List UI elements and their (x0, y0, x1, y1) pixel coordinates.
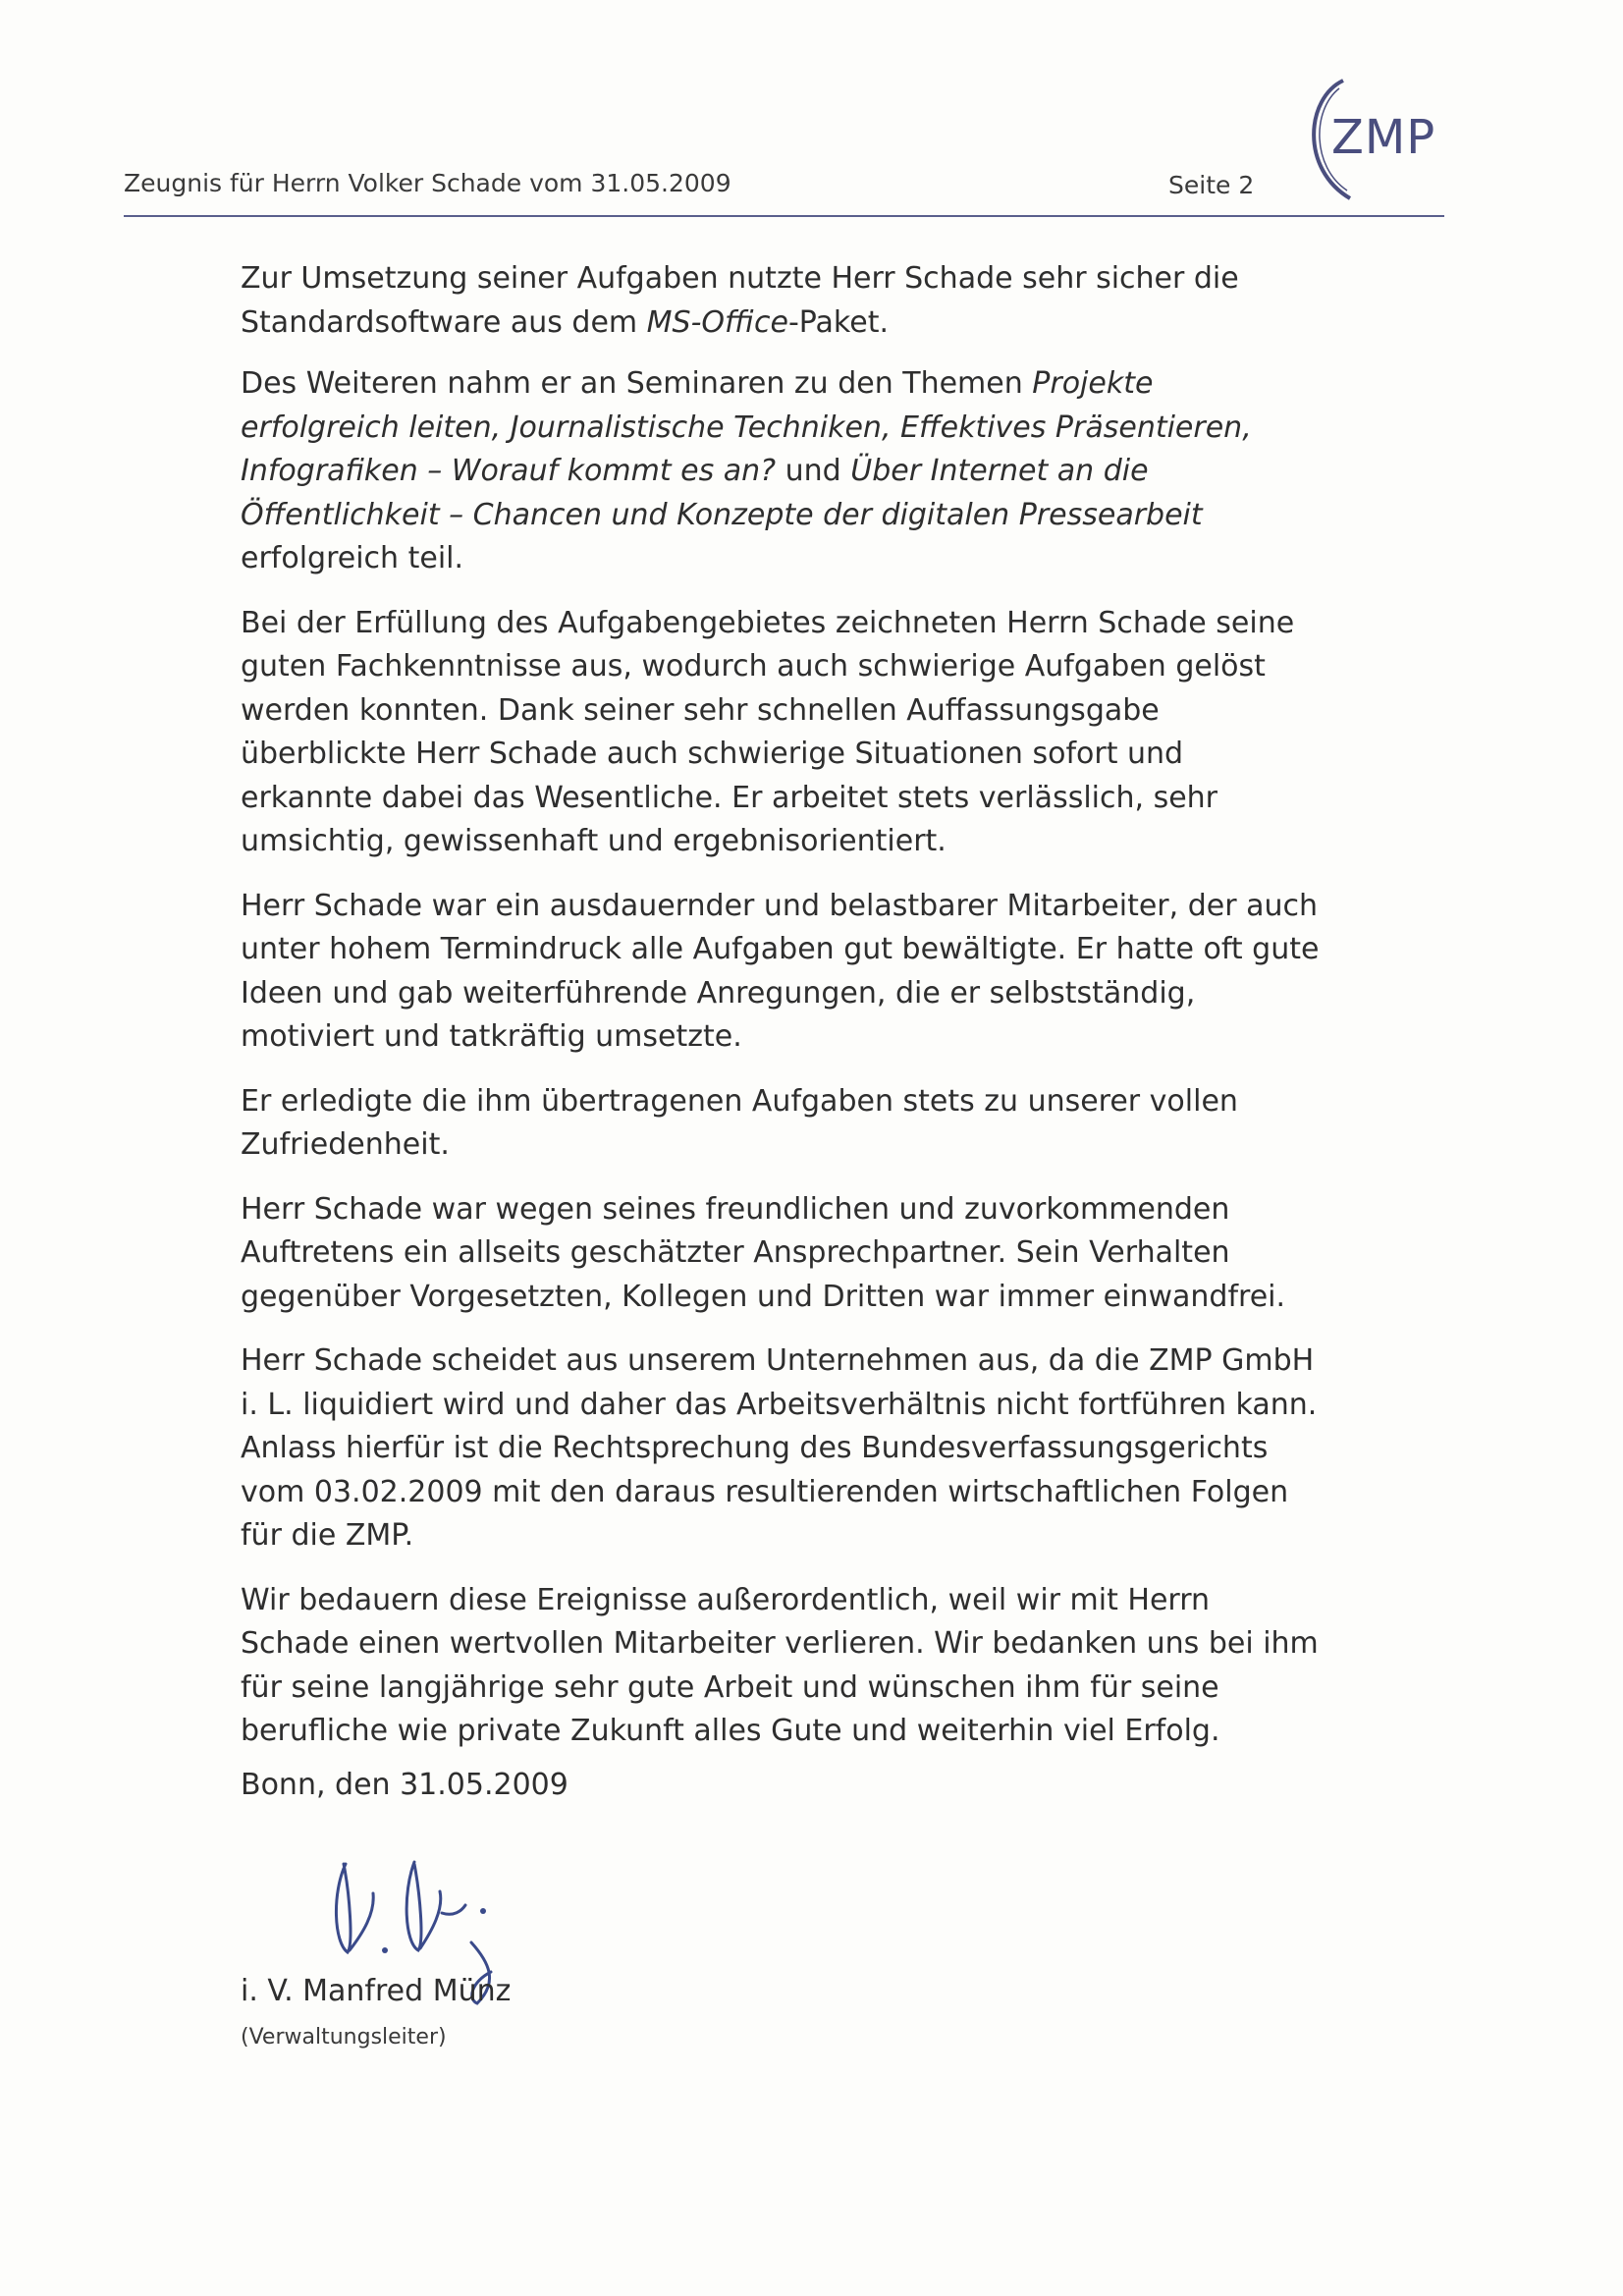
paragraph-satisfaction: Er erledigte die ihm übertragenen Aufgaben stets zu unserer vollen Zufriedenheit. (241, 1083, 1238, 1162)
paragraph-emphasis: Projekte erfolgreich leiten, Journalistische Techniken, Effektives Präsentieren, Infografiken – Worauf kommt es an? (241, 366, 1252, 488)
paragraph-departure: Herr Schade scheidet aus unserem Unternehmen aus, da die ZMP GmbH i. L. liquidiert wird und daher das Arbeitsverhältnis nicht fortführen kann. Anlass hierfür ist die Rechtsprechung des Bundesverfassungsgerichts vom 03.02.2009 mit den daraus resultierenden wirtschaftlichen Folgen für die ZMP. (241, 1343, 1318, 1553)
place-date: Bonn, den 31.05.2009 (241, 1768, 568, 1802)
company-logo (1296, 71, 1453, 218)
paragraph-emphasis: MS-Office (646, 304, 788, 340)
paragraph-software (241, 257, 1321, 345)
header-title: Zeugnis für Herrn Volker Schade vom 31.05.2009 (124, 169, 731, 197)
paragraph-seminars (241, 362, 1321, 581)
paragraph-text: Zur Umsetzung seiner Aufgaben nutzte Herr Schade sehr sicher die Standardsoftware aus dem (241, 261, 1239, 340)
paragraph-conduct: Herr Schade war wegen seines freundlichen und zuvorkommenden Auftretens ein allseits geschätzter Ansprechpartner. Sein Verhalten gegenüber Vorgesetzten, Kollegen und Dritten war immer einwandfrei. (241, 1191, 1286, 1314)
paragraph-text: Des Weiteren nahm er an Seminaren zu den Themen (241, 366, 1033, 401)
paragraph-text: -Paket. (787, 304, 889, 340)
page-header (124, 169, 1444, 204)
paragraph-resilience: Herr Schade war ein ausdauernder und belastbarer Mitarbeiter, der auch unter hohem Termindruck alle Aufgaben gut bewältigte. Er hatte oft gute Ideen und gab weiterführende Anregungen, die er selbstständig, motiviert und tatkräftig umsetzte. (241, 888, 1320, 1054)
paragraph-farewell: Wir bedauern diese Ereignisse außerordentlich, weil wir mit Herrn Schade einen wertvollen Mitarbeiter verlieren. Wir bedanken uns bei ihm für seine langjährige sehr gute Arbeit und wünschen ihm für seine berufliche wie private Zukunft alles Gute und weiterhin viel Erfolg. (241, 1582, 1319, 1748)
paragraph-text: erfolgreich teil. (241, 541, 464, 575)
header-rule (124, 215, 1444, 217)
paragraph-emphasis: Über Internet an die Öffentlichkeit – Chancen und Konzepte der digitalen Pressearbeit (241, 454, 1203, 532)
page-number: Seite 2 (1168, 171, 1255, 199)
signer-title: (Verwaltungsleiter) (241, 2025, 447, 2050)
letter-body (241, 257, 1321, 1775)
logo-text: ZMP (1331, 110, 1436, 165)
paragraph-expertise: Bei der Erfüllung des Aufgabengebietes zeichneten Herrn Schade seine guten Fachkenntnisse aus, wodurch auch schwierige Aufgaben gelöst werden konnten. Dank seiner sehr schnellen Auffassungsgabe überblickte Herr Schade auch schwierige Situationen sofort und erkannte dabei das Wesentliche. Er arbeitet stets verlässlich, sehr umsichtig, gewissenhaft und ergebnisorientiert. (241, 605, 1295, 858)
paragraph-text: und (776, 454, 851, 488)
signer-name: i. V. Manfred Münz (241, 1974, 512, 2008)
